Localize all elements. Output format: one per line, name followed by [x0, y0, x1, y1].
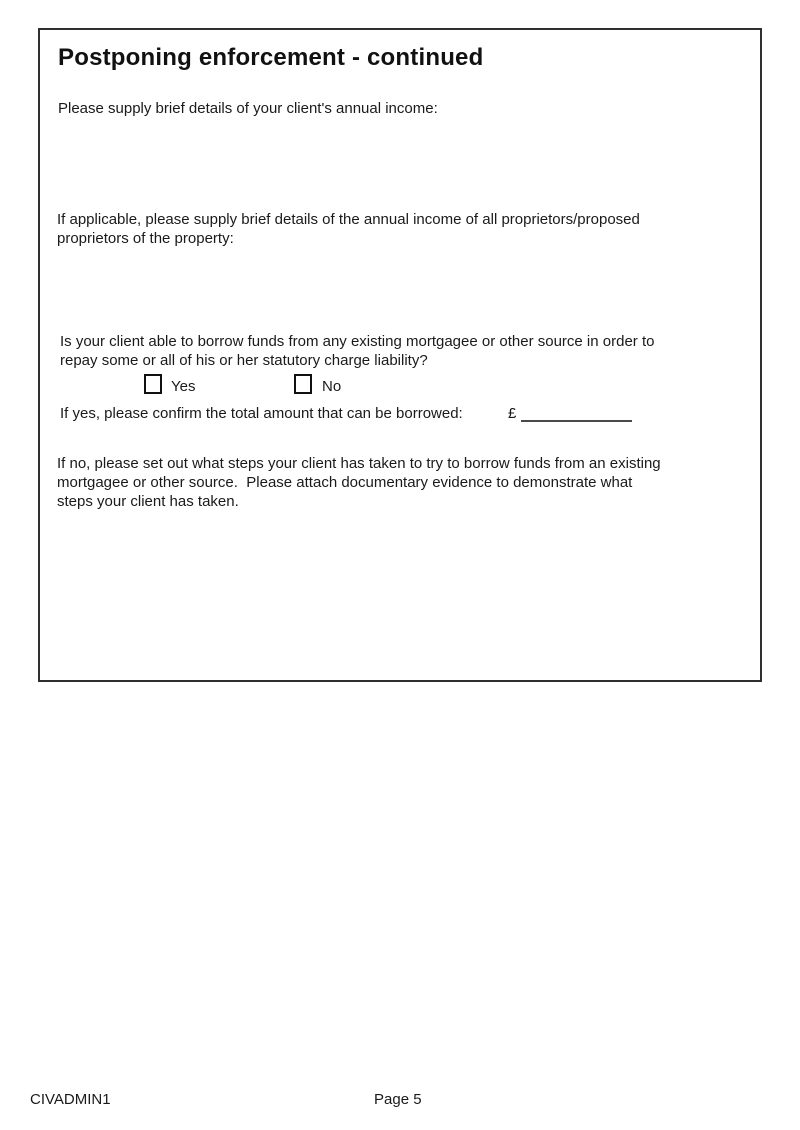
steps-taken-response-area[interactable]: [57, 514, 717, 672]
yes-checkbox-label: Yes: [171, 378, 196, 395]
question-if-no-steps-line2: mortgagee or other source. Please attach documentary evidence to demonstrate what: [57, 474, 633, 491]
question-borrow-funds: [60, 332, 720, 370]
no-checkbox[interactable]: [294, 374, 312, 394]
question-borrow-funds-line1: Is your client able to borrow funds from any existing mortgagee or other source in order to: [60, 333, 655, 350]
yes-checkbox[interactable]: [144, 374, 162, 394]
question-if-no-steps: [57, 454, 737, 511]
pound-currency-symbol: £: [508, 405, 517, 422]
question-if-yes-amount: If yes, please confirm the total amount that can be borrowed:: [60, 405, 463, 422]
question-proprietors-income-line2: proprietors of the property:: [57, 230, 234, 247]
footer-page-number: Page 5: [374, 1091, 422, 1108]
question-client-annual-income: Please supply brief details of your client's annual income:: [58, 100, 438, 117]
proprietors-income-response-area[interactable]: [57, 254, 717, 326]
footer-form-code: CIVADMIN1: [30, 1091, 111, 1108]
borrow-amount-write-in-line[interactable]: [521, 420, 632, 422]
client-annual-income-response-area[interactable]: [58, 124, 713, 204]
question-proprietors-income-line1: If applicable, please supply brief details of the annual income of all proprietors/proposed: [57, 211, 640, 228]
question-borrow-funds-line2: repay some or all of his or her statutory charge liability?: [60, 352, 428, 369]
question-if-no-steps-line3: steps your client has taken.: [57, 493, 239, 510]
page-title: Postponing enforcement - continued: [58, 44, 484, 71]
question-proprietors-income: [57, 210, 722, 248]
question-if-no-steps-line1: If no, please set out what steps your client has taken to try to borrow funds from an existing: [57, 455, 661, 472]
no-checkbox-label: No: [322, 378, 342, 395]
